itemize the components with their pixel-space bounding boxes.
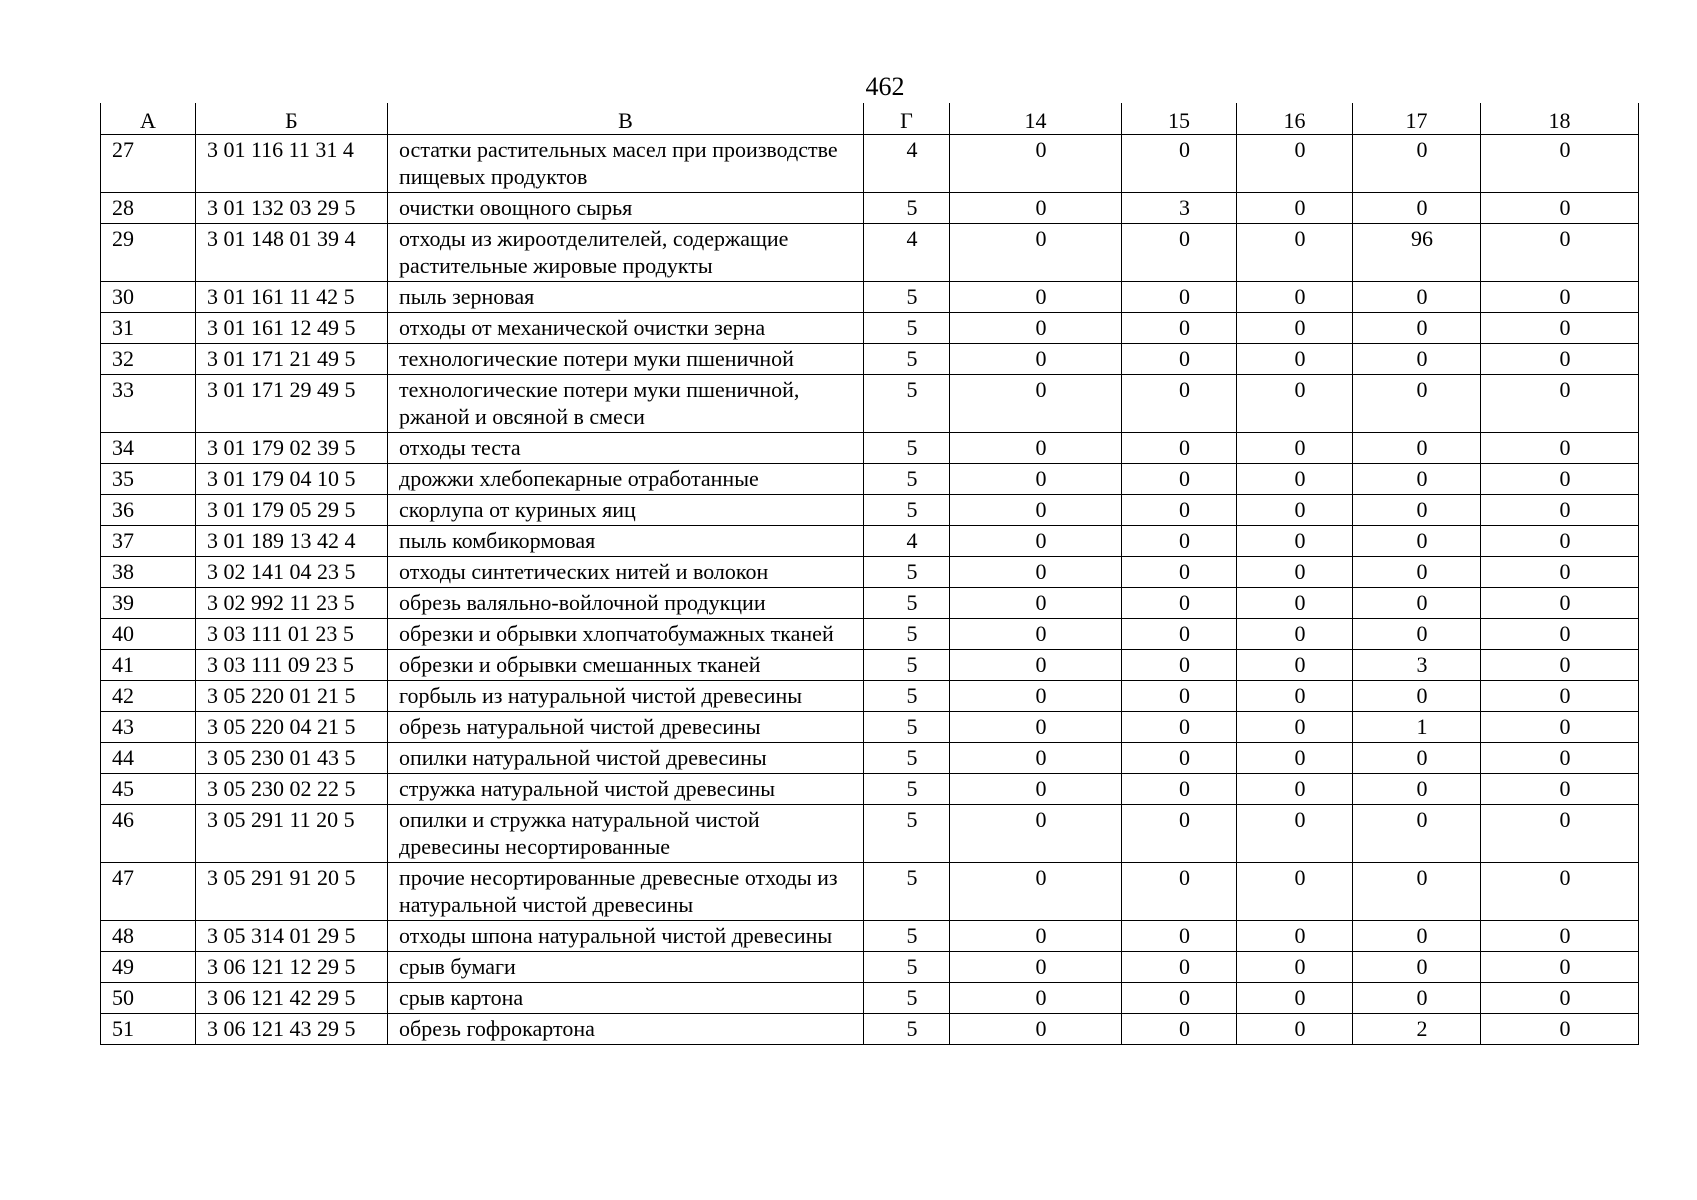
value-14: 0 (950, 743, 1122, 774)
row-number: 28 (101, 193, 196, 224)
table-row (101, 712, 1639, 743)
value-17: 0 (1353, 681, 1481, 712)
waste-code: 3 01 161 11 42 5 (196, 282, 388, 313)
waste-name: горбыль из натуральной чистой древесины (388, 681, 864, 712)
value-16: 0 (1237, 526, 1353, 557)
value-18: 0 (1481, 619, 1639, 650)
waste-code: 3 01 132 03 29 5 (196, 193, 388, 224)
value-16: 0 (1237, 921, 1353, 952)
table-row (101, 743, 1639, 774)
col-15-header: 15 (1122, 103, 1237, 135)
row-number: 35 (101, 464, 196, 495)
row-number: 48 (101, 921, 196, 952)
hazard-class: 5 (864, 282, 950, 313)
waste-code: 3 06 121 43 29 5 (196, 1014, 388, 1045)
value-15: 0 (1122, 464, 1237, 495)
waste-code: 3 01 148 01 39 4 (196, 224, 388, 282)
waste-name: обрезки и обрывки смешанных тканей (388, 650, 864, 681)
table-row (101, 375, 1639, 433)
row-number: 43 (101, 712, 196, 743)
row-number: 42 (101, 681, 196, 712)
table-row (101, 681, 1639, 712)
waste-code: 3 01 116 11 31 4 (196, 135, 388, 193)
hazard-class: 5 (864, 921, 950, 952)
table-row (101, 433, 1639, 464)
waste-name: скорлупа от куриных яиц (388, 495, 864, 526)
col-14-header: 14 (950, 103, 1122, 135)
waste-code: 3 06 121 42 29 5 (196, 983, 388, 1014)
value-17: 0 (1353, 588, 1481, 619)
hazard-class: 5 (864, 863, 950, 921)
value-14: 0 (950, 650, 1122, 681)
value-17: 0 (1353, 805, 1481, 863)
value-17: 0 (1353, 952, 1481, 983)
waste-name: опилки натуральной чистой древесины (388, 743, 864, 774)
value-18: 0 (1481, 282, 1639, 313)
waste-name: пыль зерновая (388, 282, 864, 313)
waste-code: 3 03 111 01 23 5 (196, 619, 388, 650)
value-17: 0 (1353, 526, 1481, 557)
waste-code: 3 05 314 01 29 5 (196, 921, 388, 952)
hazard-class: 5 (864, 774, 950, 805)
hazard-class: 5 (864, 983, 950, 1014)
value-15: 3 (1122, 193, 1237, 224)
value-14: 0 (950, 712, 1122, 743)
value-14: 0 (950, 1014, 1122, 1045)
value-14: 0 (950, 526, 1122, 557)
value-16: 0 (1237, 282, 1353, 313)
row-number: 38 (101, 557, 196, 588)
value-18: 0 (1481, 464, 1639, 495)
col-v-header: В (388, 103, 864, 135)
waste-code: 3 05 291 11 20 5 (196, 805, 388, 863)
value-18: 0 (1481, 774, 1639, 805)
value-18: 0 (1481, 1014, 1639, 1045)
value-15: 0 (1122, 681, 1237, 712)
value-16: 0 (1237, 495, 1353, 526)
row-number: 36 (101, 495, 196, 526)
waste-code: 3 01 171 21 49 5 (196, 344, 388, 375)
value-17: 0 (1353, 344, 1481, 375)
hazard-class: 5 (864, 588, 950, 619)
value-15: 0 (1122, 921, 1237, 952)
value-18: 0 (1481, 650, 1639, 681)
value-15: 0 (1122, 743, 1237, 774)
table-row (101, 193, 1639, 224)
value-16: 0 (1237, 619, 1353, 650)
waste-code: 3 05 230 02 22 5 (196, 774, 388, 805)
waste-code: 3 01 179 02 39 5 (196, 433, 388, 464)
value-16: 0 (1237, 983, 1353, 1014)
value-17: 0 (1353, 774, 1481, 805)
value-15: 0 (1122, 712, 1237, 743)
waste-name: отходы из жироотделителей, содержащие растительные жировые продукты (388, 224, 864, 282)
waste-name: остатки растительных масел при производстве пищевых продуктов (388, 135, 864, 193)
col-17-header: 17 (1353, 103, 1481, 135)
value-18: 0 (1481, 588, 1639, 619)
value-16: 0 (1237, 681, 1353, 712)
value-18: 0 (1481, 135, 1639, 193)
value-14: 0 (950, 224, 1122, 282)
value-16: 0 (1237, 224, 1353, 282)
hazard-class: 5 (864, 712, 950, 743)
value-17: 0 (1353, 135, 1481, 193)
waste-name: технологические потери муки пшеничной (388, 344, 864, 375)
row-number: 33 (101, 375, 196, 433)
table-row (101, 526, 1639, 557)
row-number: 51 (101, 1014, 196, 1045)
table-row (101, 650, 1639, 681)
waste-name: технологические потери муки пшеничной, ржаной и овсяной в смеси (388, 375, 864, 433)
table-row (101, 282, 1639, 313)
value-18: 0 (1481, 952, 1639, 983)
value-17: 0 (1353, 619, 1481, 650)
value-15: 0 (1122, 863, 1237, 921)
hazard-class: 5 (864, 743, 950, 774)
value-18: 0 (1481, 681, 1639, 712)
value-17: 0 (1353, 282, 1481, 313)
value-14: 0 (950, 495, 1122, 526)
value-14: 0 (950, 863, 1122, 921)
value-14: 0 (950, 619, 1122, 650)
row-number: 30 (101, 282, 196, 313)
value-16: 0 (1237, 344, 1353, 375)
value-17: 0 (1353, 375, 1481, 433)
value-17: 0 (1353, 464, 1481, 495)
hazard-class: 5 (864, 344, 950, 375)
hazard-class: 5 (864, 433, 950, 464)
value-18: 0 (1481, 863, 1639, 921)
table-row (101, 135, 1639, 193)
hazard-class: 5 (864, 313, 950, 344)
value-16: 0 (1237, 464, 1353, 495)
value-14: 0 (950, 464, 1122, 495)
hazard-class: 4 (864, 224, 950, 282)
hazard-class: 5 (864, 952, 950, 983)
waste-name: отходы синтетических нитей и волокон (388, 557, 864, 588)
waste-code: 3 05 220 01 21 5 (196, 681, 388, 712)
hazard-class: 5 (864, 619, 950, 650)
value-17: 1 (1353, 712, 1481, 743)
value-17: 2 (1353, 1014, 1481, 1045)
row-number: 37 (101, 526, 196, 557)
row-number: 34 (101, 433, 196, 464)
value-15: 0 (1122, 135, 1237, 193)
col-18-header: 18 (1481, 103, 1639, 135)
value-15: 0 (1122, 588, 1237, 619)
value-16: 0 (1237, 805, 1353, 863)
value-14: 0 (950, 774, 1122, 805)
value-16: 0 (1237, 433, 1353, 464)
value-18: 0 (1481, 805, 1639, 863)
value-17: 0 (1353, 495, 1481, 526)
table-row (101, 224, 1639, 282)
value-17: 0 (1353, 313, 1481, 344)
waste-code: 3 01 171 29 49 5 (196, 375, 388, 433)
value-16: 0 (1237, 193, 1353, 224)
value-17: 0 (1353, 743, 1481, 774)
table-row (101, 464, 1639, 495)
waste-name: обрезки и обрывки хлопчатобумажных тканей (388, 619, 864, 650)
value-14: 0 (950, 375, 1122, 433)
value-18: 0 (1481, 224, 1639, 282)
value-16: 0 (1237, 313, 1353, 344)
value-18: 0 (1481, 313, 1639, 344)
value-16: 0 (1237, 375, 1353, 433)
table-row (101, 619, 1639, 650)
value-15: 0 (1122, 224, 1237, 282)
row-number: 27 (101, 135, 196, 193)
table-row (101, 863, 1639, 921)
table-body (101, 135, 1639, 1045)
waste-code: 3 01 161 12 49 5 (196, 313, 388, 344)
value-16: 0 (1237, 743, 1353, 774)
table-row (101, 588, 1639, 619)
table-row (101, 1014, 1639, 1045)
waste-name: обрезь валяльно-войлочной продукции (388, 588, 864, 619)
waste-name: обрезь гофрокартона (388, 1014, 864, 1045)
waste-name: отходы теста (388, 433, 864, 464)
value-18: 0 (1481, 743, 1639, 774)
table-row (101, 952, 1639, 983)
hazard-class: 5 (864, 681, 950, 712)
col-a-header: А (101, 103, 196, 135)
waste-name: обрезь натуральной чистой древесины (388, 712, 864, 743)
row-number: 39 (101, 588, 196, 619)
row-number: 47 (101, 863, 196, 921)
table-row (101, 313, 1639, 344)
waste-name: стружка натуральной чистой древесины (388, 774, 864, 805)
value-16: 0 (1237, 712, 1353, 743)
table-row (101, 805, 1639, 863)
value-17: 96 (1353, 224, 1481, 282)
value-14: 0 (950, 557, 1122, 588)
value-17: 0 (1353, 983, 1481, 1014)
value-18: 0 (1481, 433, 1639, 464)
hazard-class: 5 (864, 1014, 950, 1045)
table-row (101, 774, 1639, 805)
value-15: 0 (1122, 650, 1237, 681)
value-15: 0 (1122, 433, 1237, 464)
waste-code: 3 03 111 09 23 5 (196, 650, 388, 681)
row-number: 31 (101, 313, 196, 344)
value-14: 0 (950, 588, 1122, 619)
value-15: 0 (1122, 313, 1237, 344)
value-16: 0 (1237, 952, 1353, 983)
value-14: 0 (950, 983, 1122, 1014)
value-18: 0 (1481, 375, 1639, 433)
hazard-class: 5 (864, 375, 950, 433)
value-18: 0 (1481, 344, 1639, 375)
value-18: 0 (1481, 557, 1639, 588)
value-14: 0 (950, 313, 1122, 344)
table-row (101, 344, 1639, 375)
value-16: 0 (1237, 135, 1353, 193)
waste-name: срыв картона (388, 983, 864, 1014)
value-17: 3 (1353, 650, 1481, 681)
page-number: 462 (865, 72, 905, 101)
value-15: 0 (1122, 774, 1237, 805)
value-17: 0 (1353, 863, 1481, 921)
table-row (101, 495, 1639, 526)
row-number: 44 (101, 743, 196, 774)
waste-name: отходы шпона натуральной чистой древесины (388, 921, 864, 952)
waste-name: очистки овощного сырья (388, 193, 864, 224)
value-15: 0 (1122, 952, 1237, 983)
hazard-class: 5 (864, 495, 950, 526)
value-15: 0 (1122, 619, 1237, 650)
waste-name: пыль комбикормовая (388, 526, 864, 557)
waste-name: дрожжи хлебопекарные отработанные (388, 464, 864, 495)
value-16: 0 (1237, 774, 1353, 805)
hazard-class: 5 (864, 557, 950, 588)
value-18: 0 (1481, 495, 1639, 526)
row-number: 40 (101, 619, 196, 650)
waste-code: 3 01 189 13 42 4 (196, 526, 388, 557)
value-16: 0 (1237, 1014, 1353, 1045)
header-row (101, 103, 1639, 135)
value-18: 0 (1481, 983, 1639, 1014)
value-14: 0 (950, 344, 1122, 375)
value-15: 0 (1122, 526, 1237, 557)
hazard-class: 5 (864, 464, 950, 495)
table-row (101, 921, 1639, 952)
waste-code: 3 05 230 01 43 5 (196, 743, 388, 774)
waste-code: 3 06 121 12 29 5 (196, 952, 388, 983)
hazard-class: 5 (864, 193, 950, 224)
value-15: 0 (1122, 983, 1237, 1014)
row-number: 29 (101, 224, 196, 282)
value-18: 0 (1481, 921, 1639, 952)
waste-code: 3 02 141 04 23 5 (196, 557, 388, 588)
waste-table (100, 103, 1639, 1045)
value-14: 0 (950, 135, 1122, 193)
table-row (101, 557, 1639, 588)
value-16: 0 (1237, 588, 1353, 619)
hazard-class: 5 (864, 650, 950, 681)
col-16-header: 16 (1237, 103, 1353, 135)
col-b-header: Б (196, 103, 388, 135)
waste-name: прочие несортированные древесные отходы из натуральной чистой древесины (388, 863, 864, 921)
waste-name: опилки и стружка натуральной чистой древесины несортированные (388, 805, 864, 863)
value-14: 0 (950, 282, 1122, 313)
value-16: 0 (1237, 650, 1353, 681)
waste-code: 3 02 992 11 23 5 (196, 588, 388, 619)
value-15: 0 (1122, 344, 1237, 375)
waste-name: срыв бумаги (388, 952, 864, 983)
row-number: 46 (101, 805, 196, 863)
col-g-header: Г (864, 103, 950, 135)
waste-name: отходы от механической очистки зерна (388, 313, 864, 344)
value-17: 0 (1353, 557, 1481, 588)
value-15: 0 (1122, 1014, 1237, 1045)
waste-code: 3 05 291 91 20 5 (196, 863, 388, 921)
value-15: 0 (1122, 495, 1237, 526)
value-16: 0 (1237, 557, 1353, 588)
value-14: 0 (950, 433, 1122, 464)
value-15: 0 (1122, 805, 1237, 863)
value-17: 0 (1353, 193, 1481, 224)
value-15: 0 (1122, 557, 1237, 588)
waste-code: 3 01 179 04 10 5 (196, 464, 388, 495)
table-row (101, 983, 1639, 1014)
hazard-class: 4 (864, 526, 950, 557)
hazard-class: 5 (864, 805, 950, 863)
row-number: 45 (101, 774, 196, 805)
row-number: 41 (101, 650, 196, 681)
value-14: 0 (950, 805, 1122, 863)
value-14: 0 (950, 921, 1122, 952)
waste-code: 3 01 179 05 29 5 (196, 495, 388, 526)
value-18: 0 (1481, 526, 1639, 557)
value-16: 0 (1237, 863, 1353, 921)
value-14: 0 (950, 193, 1122, 224)
value-14: 0 (950, 952, 1122, 983)
value-17: 0 (1353, 921, 1481, 952)
row-number: 50 (101, 983, 196, 1014)
hazard-class: 4 (864, 135, 950, 193)
value-18: 0 (1481, 712, 1639, 743)
value-15: 0 (1122, 375, 1237, 433)
value-15: 0 (1122, 282, 1237, 313)
waste-code: 3 05 220 04 21 5 (196, 712, 388, 743)
row-number: 49 (101, 952, 196, 983)
value-17: 0 (1353, 433, 1481, 464)
row-number: 32 (101, 344, 196, 375)
table-header (101, 103, 1639, 135)
value-14: 0 (950, 681, 1122, 712)
value-18: 0 (1481, 193, 1639, 224)
